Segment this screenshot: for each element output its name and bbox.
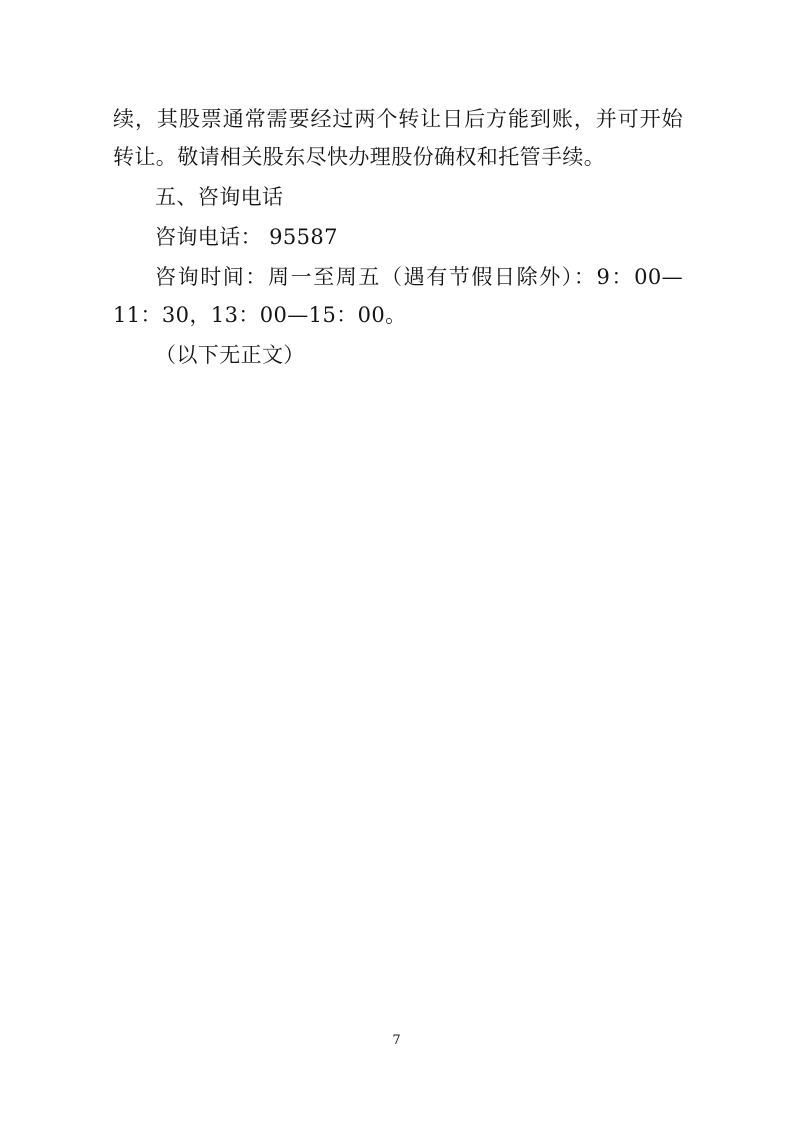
paragraph-consultation-phone: 咨询电话： 95587 [155, 225, 338, 249]
paragraph-consultation-hours: 咨询时间：周一至周五（遇有节假日除外）：9：00—11：30，13：00—15：00。 [113, 265, 683, 327]
page-number: 7 [392, 1033, 401, 1048]
paragraph-continuation: 续，其股票通常需要经过两个转让日后方能到账，并可开始转让。敬请相关股东尽快办理股份确权和托管手续。 [113, 107, 683, 169]
paragraph-closing-note: （以下无正文） [155, 343, 305, 367]
paragraph-section-heading: 五、咨询电话 [155, 185, 284, 209]
document-body [113, 100, 683, 374]
